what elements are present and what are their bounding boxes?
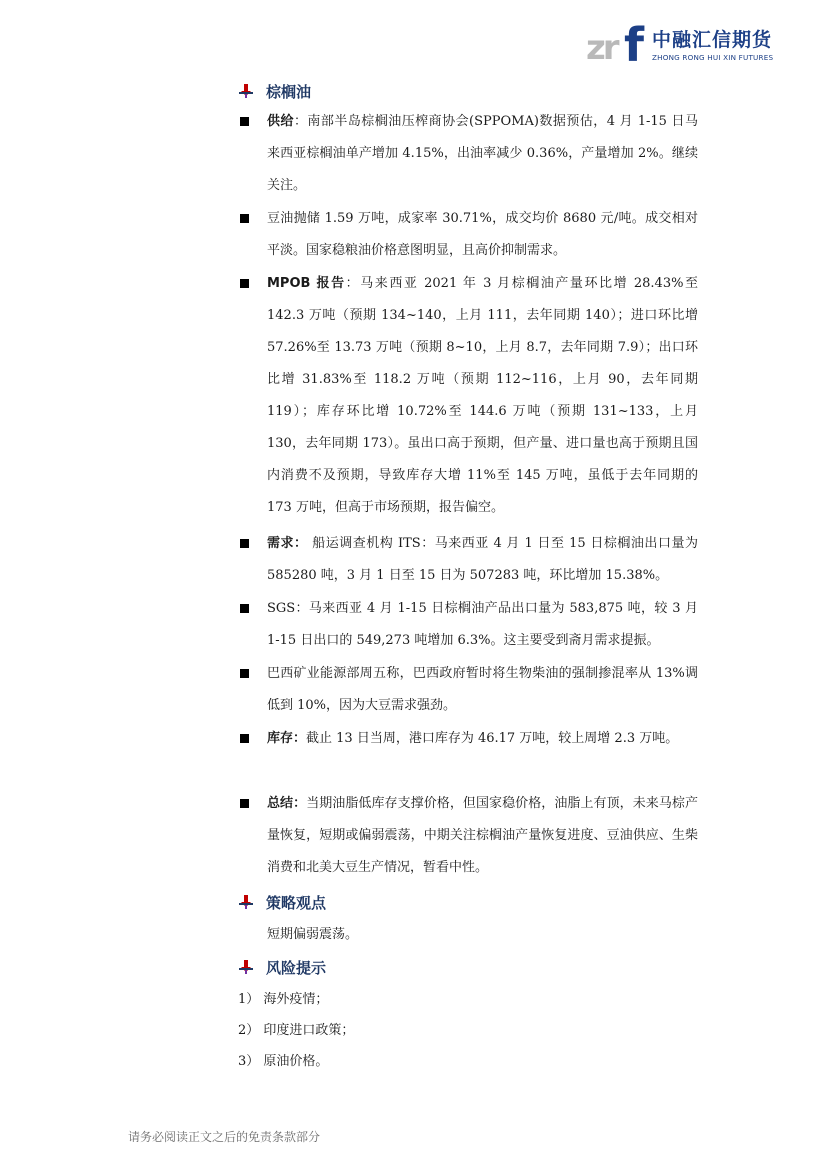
item-text: ：马来西亚 2021 年 3 月棕榈油产量环比增 28.43%至 142.3 万吨（预期 134~140，上月 111，去年同期 140）；进口环比增 57.26%至 13.73 万吨（预期 8~10，上月 8.7，去年同期 7.9）；出口环比增 31.83%至 118.2 万吨（预期 112~116，上月 90，去年同期 119）；库存环比增 10.72%至 144.6 万吨（预期 131~133，上月 130，去年同期 173）。虽出口高于预期，但产量、进口量也高于预期且国内消费不及预期，导致库存大增 11%至 145 万吨，虽低于去年同期的 173 万吨，但高于市场预期，报告偏空。 bbox=[267, 276, 698, 515]
section-heading-risk bbox=[238, 954, 326, 980]
list-item-mpob bbox=[238, 268, 698, 524]
item-text: 当期油脂低库存支撑价格，但国家稳价格，油脂上有顶，未来马棕产量恢复，短期或偏弱震荡，中期关注棕榈油产量恢复进度、豆油供应、生柴消费和北美大豆生产情况，暂看中性。 bbox=[267, 796, 698, 875]
list-item-summary bbox=[238, 788, 698, 884]
list-item-inventory bbox=[238, 723, 698, 755]
item-label: 供给 bbox=[267, 114, 294, 129]
company-name-cn: 中融汇信期货 bbox=[652, 29, 773, 51]
strategy-text: 短期偏弱震荡。 bbox=[267, 927, 359, 942]
item-text: 豆油抛储 1.59 万吨，成家率 30.71%，成交均价 8680 元/吨。成交相对平淡。国家稳粮油价格意图明显，且高价抑制需求。 bbox=[267, 211, 698, 258]
square-bullet-icon bbox=[240, 279, 249, 288]
logo-f: f bbox=[624, 18, 645, 72]
risk-item: 3） 原油价格。 bbox=[238, 1054, 329, 1069]
list-item-soy-oil bbox=[238, 203, 698, 267]
square-bullet-icon bbox=[240, 799, 249, 808]
arrow-bullet-icon bbox=[238, 83, 254, 99]
section-heading-palm-oil bbox=[238, 78, 311, 104]
item-text: 巴西矿业能源部周五称，巴西政府暂时将生物柴油的强制掺混率从 13%调低到 10%，因为大豆需求强劲。 bbox=[267, 666, 698, 713]
square-bullet-icon bbox=[240, 117, 249, 126]
square-bullet-icon bbox=[240, 214, 249, 223]
section-title: 棕榈油 bbox=[266, 82, 312, 101]
section-title: 风险提示 bbox=[266, 958, 327, 977]
item-text: SGS：马来西亚 4 月 1-15 日棕榈油产品出口量为 583,875 吨，较 3 月 1-15 日出口的 549,273 吨增加 6.3%。这主要受到斋月需求提振。 bbox=[267, 601, 698, 648]
square-bullet-icon bbox=[240, 604, 249, 613]
list-item-supply bbox=[238, 106, 698, 202]
item-label: 需求： bbox=[267, 536, 308, 551]
square-bullet-icon bbox=[240, 669, 249, 678]
arrow-bullet-icon bbox=[238, 894, 254, 910]
arrow-bullet-icon bbox=[238, 959, 254, 975]
list-item-demand bbox=[238, 528, 698, 592]
item-text: 截止 13 日当周，港口库存为 46.17 万吨，较上周增 2.3 万吨。 bbox=[306, 731, 679, 746]
footer-disclaimer: 请务必阅读正文之后的免责条款部分 bbox=[128, 1130, 321, 1144]
section-heading-strategy bbox=[238, 889, 326, 915]
item-label: 库存： bbox=[267, 731, 307, 746]
logo-mark: zr bbox=[586, 28, 617, 68]
list-item-sgs bbox=[238, 593, 698, 657]
company-logo bbox=[586, 18, 786, 72]
square-bullet-icon bbox=[240, 734, 249, 743]
item-label: MPOB 报告 bbox=[267, 276, 346, 291]
section-title: 策略观点 bbox=[266, 893, 327, 912]
item-text: 船运调查机构 ITS：马来西亚 4 月 1 日至 15 日棕榈油出口量为 585280 吨，3 月 1 日至 15 日为 507283 吨，环比增加 15.38%。 bbox=[267, 536, 698, 583]
item-text: ：南部半岛棕榈油压榨商协会(SPPOMA)数据预估，4 月 1-15 日马来西亚棕榈油单产增加 4.15%，出油率减少 0.36%，产量增加 2%。继续关注。 bbox=[267, 114, 698, 193]
square-bullet-icon bbox=[240, 539, 249, 548]
item-label: 总结： bbox=[267, 796, 307, 811]
risk-item: 1） 海外疫情； bbox=[238, 992, 329, 1007]
company-name-en: ZHONG RONG HUI XIN FUTURES bbox=[652, 53, 774, 62]
list-item-brazil bbox=[238, 658, 698, 722]
risk-item: 2） 印度进口政策； bbox=[238, 1023, 355, 1038]
